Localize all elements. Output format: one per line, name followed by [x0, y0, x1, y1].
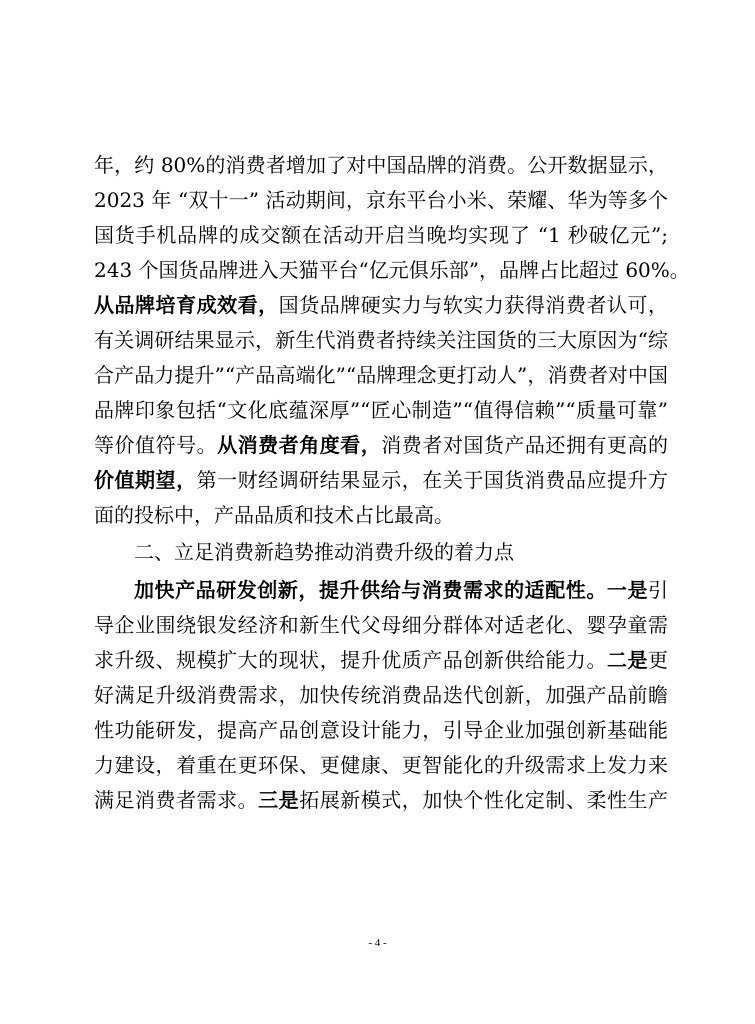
text-span: 2023 年 “双十一” 活动期间，京东平台小米、荣耀、华为等多个 — [94, 188, 668, 212]
bold-lead: 价值期望， — [94, 468, 197, 492]
text-line — [94, 253, 690, 287]
text-line — [94, 748, 668, 782]
text-span: 引 — [648, 578, 669, 602]
text-span: 等价值符号。 — [94, 433, 218, 457]
text-span: 求升级、规模扩大的现状，提升优质产品创新供给能力。 — [94, 648, 607, 672]
text-line — [94, 713, 668, 747]
text-span: 面的投标中，产品品质和技术占比最高。 — [94, 503, 454, 527]
text-line — [94, 463, 668, 497]
text-line — [94, 498, 668, 532]
bold-label: 三是 — [258, 788, 300, 812]
bold-lead: 从消费者角度看， — [217, 433, 382, 457]
text-span: 更 — [648, 648, 669, 672]
text-line — [94, 288, 668, 322]
text-line — [94, 678, 668, 712]
text-line — [94, 643, 668, 677]
section-heading: 二、立足消费新趋势推动消费升级的着力点 — [134, 540, 514, 564]
text-line — [94, 393, 668, 427]
text-line — [94, 148, 668, 182]
text-span: 第一财经调研结果显示，在关于国货消费品应提升方 — [196, 468, 669, 492]
text-line — [94, 183, 668, 217]
text-span: 导企业围绕银发经济和新生代父母细分群体对适老化、婴孕童需 — [94, 613, 668, 637]
text-span: 好满足升级消费需求，加快传统消费品迭代创新，加强产品前瞻 — [94, 683, 668, 707]
text-span: 性功能研发，提高产品创意设计能力，引导企业加强创新基础能 — [94, 718, 668, 742]
bold-lead: 加快产品研发创新，提升供给与消费需求的适配性。 — [134, 578, 607, 602]
text-line — [94, 428, 668, 462]
text-span: 国货品牌硬实力与软实力获得消费者认可， — [278, 293, 669, 317]
bold-lead: 从品牌培育成效看， — [94, 293, 279, 317]
text-span: 合产品力提升”“产品高端化”“品牌理念更打动人”，消费者对中国 — [94, 363, 668, 387]
text-span: 年，约 80%的消费者增加了对中国品牌的消费。公开数据显示， — [94, 153, 668, 177]
bold-label: 二是 — [606, 648, 649, 672]
text-span: 满足消费者需求。 — [94, 788, 259, 812]
bold-label: 一是 — [606, 578, 649, 602]
text-line — [94, 218, 668, 252]
text-span: 243 个国货品牌进入天猫平台“亿元俱乐部”，品牌占比超过 60%。 — [94, 258, 690, 282]
text-line — [94, 608, 668, 642]
text-span: 国货手机品牌的成交额在活动开启当晚均实现了 “1 秒破亿元”; — [94, 223, 668, 247]
text-line — [94, 358, 668, 392]
text-line — [94, 783, 668, 817]
text-span: 有关调研结果显示，新生代消费者持续关注国货的三大原因为“综 — [94, 328, 668, 352]
text-span: 力建设，着重在更环保、更健康、更智能化的升级需求上发力来 — [94, 753, 668, 777]
text-span: 品牌印象包括“文化底蕴深厚”“匠心制造”“值得信赖”“质量可靠” — [94, 398, 668, 422]
text-line — [134, 573, 668, 607]
text-span: 拓展新模式，加快个性化定制、柔性生产 — [299, 788, 669, 812]
text-span: 消费者对国货产品还拥有更高的 — [381, 433, 669, 457]
text-line — [94, 323, 668, 357]
page-number: - 4 - — [368, 937, 387, 949]
